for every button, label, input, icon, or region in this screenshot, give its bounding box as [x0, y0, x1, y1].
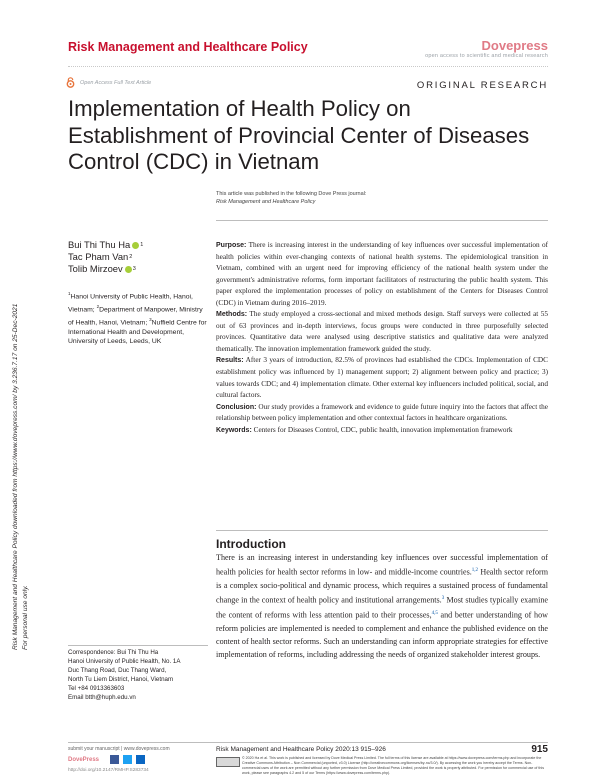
footer-divider: [68, 742, 548, 743]
affiliation-number: 3: [149, 316, 152, 322]
author: [68, 251, 143, 263]
journal-citation: Risk Management and Healthcare Policy 2020:13 915–926: [216, 746, 386, 753]
doi-link[interactable]: http://doi.org/10.2147/RMHP.S283734: [68, 768, 149, 773]
abstract-conclusion: [216, 402, 548, 425]
body-text: Health sector reform is a complex socio-political and dynamic process, which requires a sustained process of fundamental change in the context of health policy and institutional arrangements.: [216, 567, 548, 605]
submit-manuscript-link[interactable]: submit your manuscript | www.dovepress.com: [68, 746, 170, 752]
download-notice: [6, 130, 38, 650]
introduction-divider: [216, 530, 548, 531]
abstract-label: Purpose:: [216, 242, 247, 249]
citation-link[interactable]: 3: [441, 596, 445, 602]
author-list: [68, 239, 143, 275]
published-note: [216, 190, 366, 206]
section-heading: Introduction: [216, 537, 286, 551]
creative-commons-icon[interactable]: [216, 757, 240, 767]
author: [68, 263, 143, 275]
facebook-icon[interactable]: [110, 755, 119, 764]
affiliation-number: 1: [68, 291, 71, 296]
download-notice-line: For personal use only.: [22, 585, 29, 650]
citation-link[interactable]: 1,2: [471, 568, 478, 574]
abstract-keywords: [216, 425, 548, 437]
abstract-text: There is increasing interest in the understanding of key influences over successful implementation of health policies within ever-changing contexts of national health systems. The epidemiological transition in Vietnam, combined with an urgent need for improving efficiency of the national health system under the government's administrative reforms, form important facilitators of restructuring the public health system. This paper explored the implementation processes of policy on establishment of the Centers for Diseases Control (CDC) in Vietnam during 2016–2019.: [216, 241, 548, 307]
citation-link[interactable]: 4,5: [431, 611, 438, 617]
abstract-text: Centers for Diseases Control, CDC, public health, innovation implementation framework: [253, 425, 513, 434]
brand-name[interactable]: Dovepress: [481, 38, 548, 53]
published-note-journal[interactable]: Risk Management and Healthcare Policy: [216, 199, 316, 205]
affiliation-number: 2: [96, 303, 100, 309]
abstract-results: [216, 355, 548, 401]
download-notice-line: Risk Management and Healthcare Policy downloaded from https://www.dovepress.com/ by 3.236.7.17 on 25-Dec-2021: [12, 303, 19, 650]
body-text: Most studies typically examine the content of reforms with less attention paid to their processes,: [216, 595, 548, 620]
author-name[interactable]: Tolib Mirzoev: [68, 263, 123, 274]
social-links: [110, 755, 145, 764]
open-access-label: Open Access Full Text Article: [80, 80, 152, 86]
linkedin-icon[interactable]: [136, 755, 145, 764]
author-name[interactable]: Tac Pham Van: [68, 251, 129, 262]
abstract: [216, 240, 548, 436]
brand-tagline: open access to scientific and medical research: [425, 53, 548, 59]
publisher-brand[interactable]: [425, 38, 548, 59]
correspondence-label: Correspondence: Bui Thi Thu Ha: [68, 649, 159, 656]
abstract-methods: [216, 309, 548, 355]
orcid-icon[interactable]: [125, 266, 132, 273]
abstract-text: The study employed a cross-sectional and mixed methods design. Staff surveys were collected at 55 out of 63 provinces and in-depth interviews, focus groups were conducted in three purposefully selected provinces. Quantitative data were analysed using descriptive statistics and qualitative data were analyzed thematically. The innovation implementation framework guided the study.: [216, 310, 548, 353]
correspondence: [68, 649, 210, 702]
body-text: There is an increasing interest in understanding key influences over successful implementation of health policies for health sector reforms in low- and middle-income countries.: [216, 553, 548, 577]
abstract-divider: [216, 220, 548, 221]
dovepress-footer-logo[interactable]: DovePress: [68, 757, 100, 763]
abstract-label: Keywords:: [216, 426, 252, 434]
license-text: © 2020 Ha et al. This work is published and licensed by Dove Medical Press Limited. The full terms of this license are available at https://www.dovepress.com/terms.php and incorporate the Creative Commons Attribution – Non Commercial (unported, v3.0) License (http://creativecommons.org/licenses/by-nc/3.0/). By accessing the work you hereby accept the Terms. Non-commercial uses of the work are permitted without any further permission from Dove Medical Press Limited, provided the work is properly attributed. For permission for commercial use of this work, please see paragraphs 4.2 and 5 of our Terms (https://www.dovepress.com/terms.php).: [242, 756, 544, 775]
correspondence-address: Duc Thang Road, Duc Thang Ward,: [68, 666, 167, 674]
abstract-label: Results:: [216, 357, 244, 365]
open-access-icon: [66, 77, 75, 88]
correspondence-email[interactable]: Email btth@huph.edu.vn: [68, 693, 136, 701]
article-title: Implementation of Health Policy on Establishment of Provincial Center of Diseases Control (CDC) in Vietnam: [68, 96, 530, 174]
correspondence-address: North Tu Liem District, Hanoi, Vietnam: [68, 675, 174, 683]
abstract-text: After 3 years of introduction, 82.5% of provinces had established the CDCs. Implementation of CDC establishment policy was influenced by 1) management support; 2) alignment between policy and practice; 3) values towards CDC; and 4) implementation climate. Other external key influencers included political, social, and cultural factors.: [216, 356, 548, 400]
abstract-label: Methods:: [216, 311, 248, 319]
abstract-label: Conclusion:: [216, 403, 257, 411]
page-number: 915: [531, 744, 548, 755]
orcid-icon[interactable]: [132, 242, 139, 249]
author-name[interactable]: Bui Thi Thu Ha: [68, 239, 131, 250]
author-affiliation-ref: 1: [140, 242, 144, 248]
journal-name[interactable]: Risk Management and Healthcare Policy: [68, 40, 308, 54]
correspondence-divider: [68, 645, 208, 646]
body-text: and better understanding of how reform policies are implemented is needed to complement and enhance the published evidence on the content of health sector reforms. Such an understanding can inform appropriate strategies for effective implementation of reforms, including addressing the needs of organized stakeholder interest groups.: [216, 610, 548, 660]
affiliation-text: Nuffield Centre for International Health and Development, University of Leeds, Leeds, UK: [68, 318, 207, 346]
affiliations: [68, 289, 208, 347]
affiliation-text: Hanoi University of Public Health, Hanoi, Vietnam;: [68, 293, 193, 314]
published-note-line: This article was published in the following Dove Press journal:: [216, 191, 367, 197]
author-affiliation-ref: 2: [129, 254, 133, 260]
header-divider: [68, 66, 548, 67]
introduction-paragraph: [216, 551, 548, 662]
correspondence-phone: Tel +84 0913363603: [68, 684, 125, 692]
abstract-purpose: [216, 240, 548, 309]
author: [68, 239, 143, 251]
twitter-icon[interactable]: [123, 755, 132, 764]
correspondence-address: Hanoi University of Public Health, No. 1A: [68, 657, 181, 665]
article-type: ORIGINAL RESEARCH: [416, 80, 548, 91]
abstract-text: Our study provides a framework and evidence to guide future inquiry into the factors that affect the relationship between policy implementation and other contextual factors in healthcare organizations.: [216, 402, 548, 423]
author-affiliation-ref: 3: [132, 266, 136, 272]
affiliation-text: Department of Manpower, Ministry of Health, Hanoi, Vietnam;: [68, 306, 203, 326]
